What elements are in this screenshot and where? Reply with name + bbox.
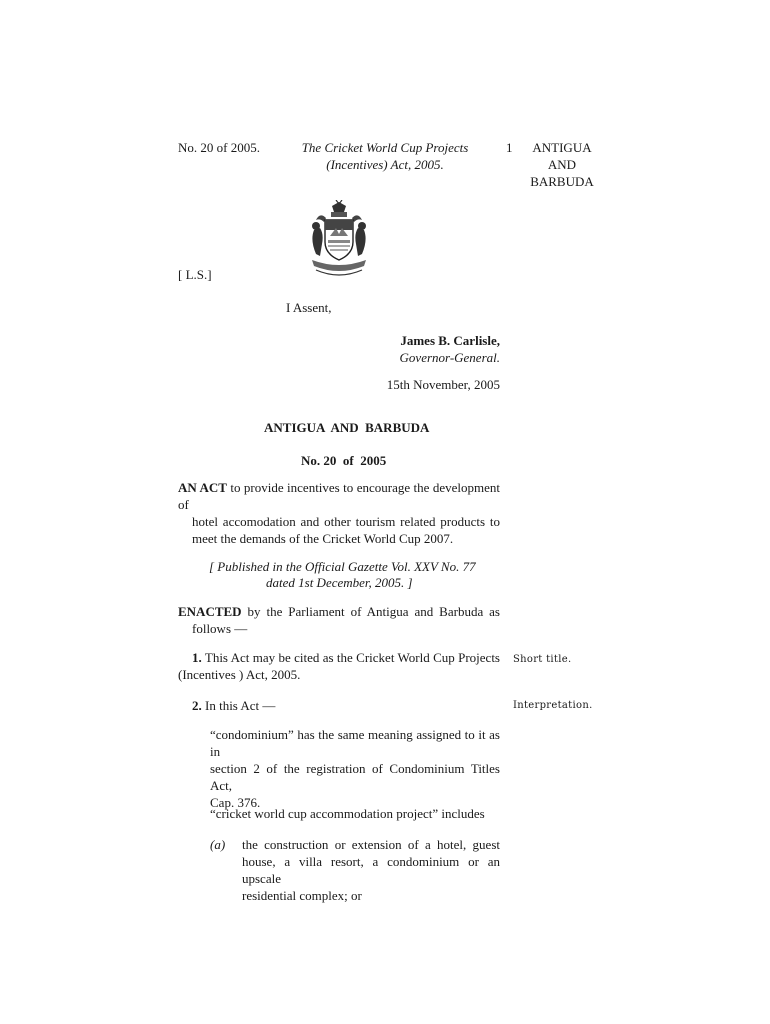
enacting-clause xyxy=(178,603,500,637)
margin-note-short-title: Short title. xyxy=(513,654,572,665)
definition-condominium xyxy=(210,726,500,811)
enacting-lead: ENACTED xyxy=(178,604,242,619)
assent-text: I Assent, xyxy=(286,300,332,315)
act-number: No. 20 of 2005. xyxy=(178,140,260,155)
item-a-text xyxy=(242,836,500,904)
signatory-name: James B. Carlisle, xyxy=(400,333,500,348)
section-1-line2: (Incentives ) Act, 2005. xyxy=(178,667,301,682)
item-a-line2: house, a villa resort, a condominium or an upscale xyxy=(242,854,500,886)
assent-date: 15th November, 2005 xyxy=(386,377,500,392)
signatory-block xyxy=(300,332,500,366)
running-country-line3: BARBUDA xyxy=(530,174,594,189)
page-number: 1 xyxy=(506,140,513,155)
signatory-title: Governor-General. xyxy=(399,350,500,365)
heading-act-number: No. 20 of 2005 xyxy=(301,453,387,468)
gazette-line2: dated 1st December, 2005. ] xyxy=(266,575,413,590)
item-a-line1: the construction or extension of a hotel, guest xyxy=(242,837,500,852)
section-2-number: 2. xyxy=(192,698,202,713)
long-title-lead: AN ACT xyxy=(178,480,227,495)
running-title-line2: (Incentives) Act, 2005. xyxy=(326,157,444,172)
item-a-line3: residential complex; or xyxy=(242,888,362,903)
heading-country: ANTIGUA AND BARBUDA xyxy=(264,420,430,435)
running-country xyxy=(522,139,602,190)
section-1 xyxy=(178,649,500,683)
margin-note-interpretation: Interpretation. xyxy=(513,700,593,711)
definition-project-lead: “cricket world cup accommodation project” includes xyxy=(210,806,485,821)
definition-condominium-line2: section 2 of the registration of Condominium Titles Act, xyxy=(210,761,500,793)
coat-of-arms-icon xyxy=(306,200,372,278)
definition-condominium-line1: “condominium” has the same meaning assigned to it as in xyxy=(210,727,500,759)
long-title-line3: meet the demands of the Cricket World Cup 2007. xyxy=(192,531,454,546)
running-title-line1: The Cricket World Cup Projects xyxy=(301,140,469,155)
long-title xyxy=(178,479,500,547)
running-country-line2: AND xyxy=(547,157,577,172)
long-title-line2: hotel accomodation and other tourism related products to xyxy=(192,514,500,529)
section-2 xyxy=(192,697,275,714)
enacting-line2: follows — xyxy=(192,621,248,636)
section-1-line1: This Act may be cited as the Cricket World Cup Projects xyxy=(201,650,500,665)
section-2-line1: In this Act — xyxy=(201,698,276,713)
definition-condominium-line3: Cap. 376. xyxy=(210,795,261,810)
enacting-line1: by the Parliament of Antigua and Barbuda as xyxy=(241,604,500,619)
seal-label: [ L.S.] xyxy=(178,267,212,282)
running-country-line1: ANTIGUA xyxy=(532,140,592,155)
long-title-line1: to provide incentives to encourage the development of xyxy=(178,480,500,512)
item-a-label: (a) xyxy=(210,837,226,852)
section-1-number: 1. xyxy=(192,650,202,665)
running-title xyxy=(280,139,490,173)
gazette-line1: [ Published in the Official Gazette Vol. XXV No. 77 xyxy=(209,559,476,574)
